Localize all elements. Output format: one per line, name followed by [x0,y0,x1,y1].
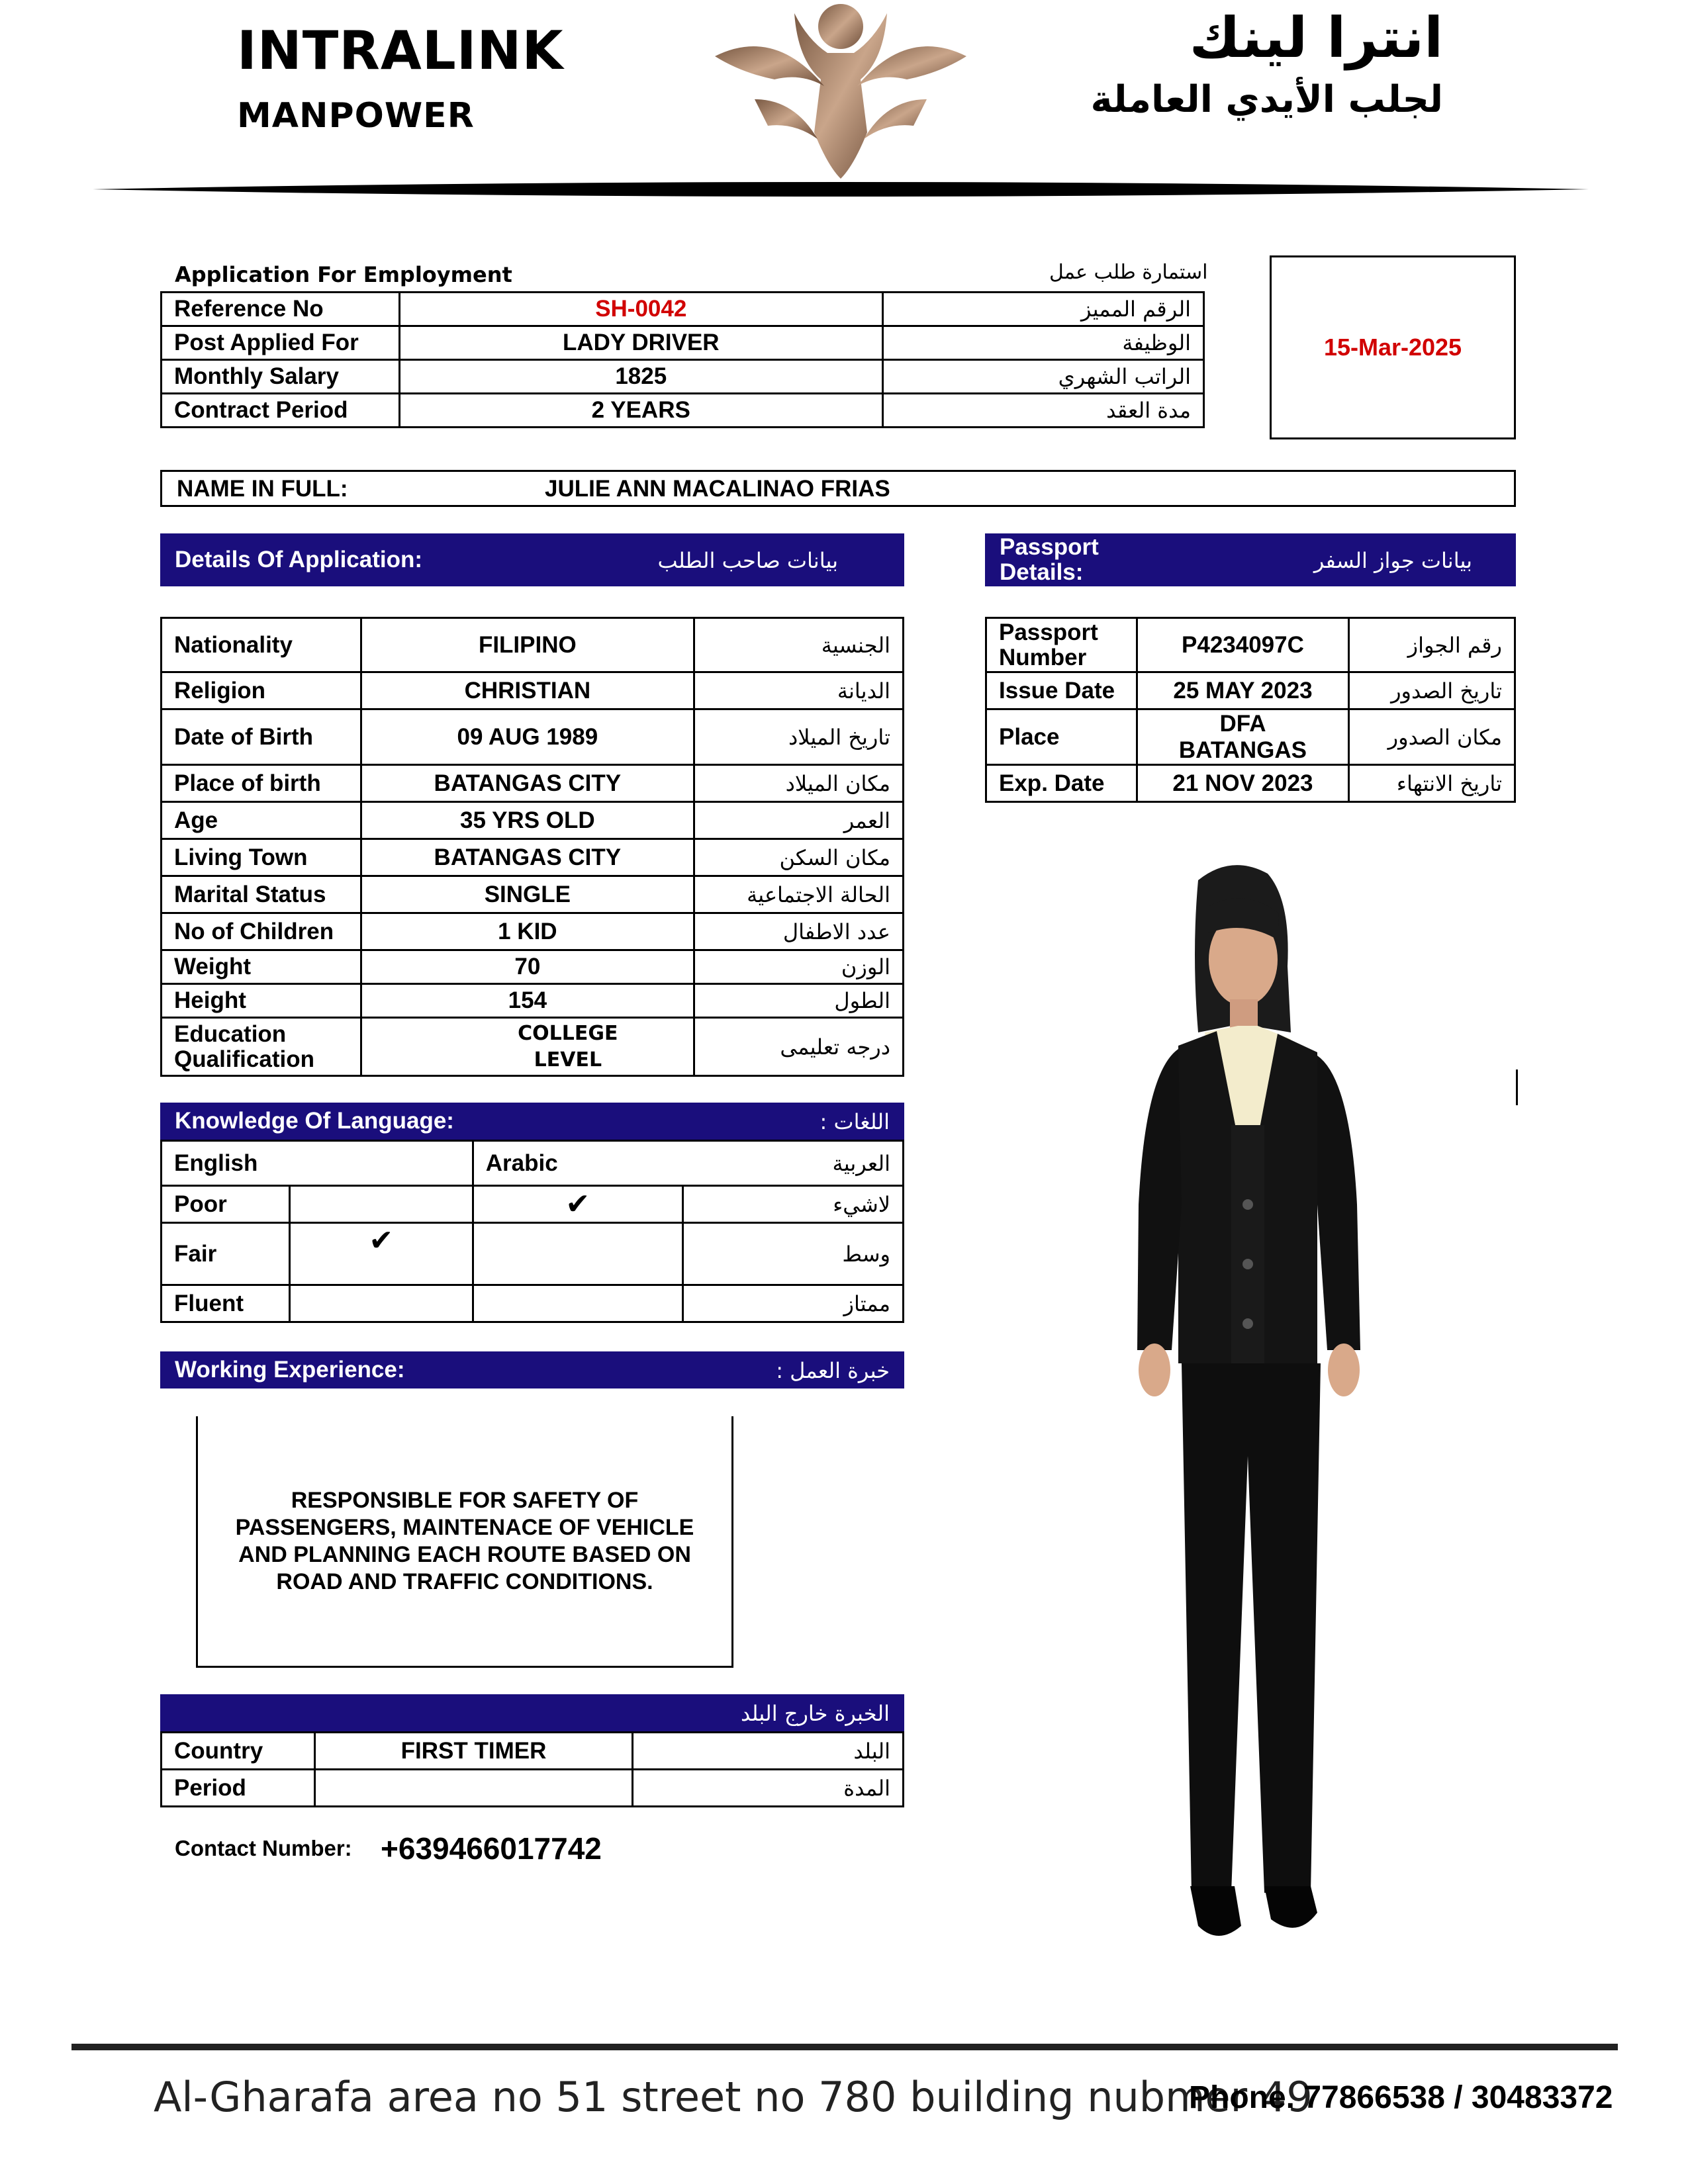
poor-label: Poor [162,1186,290,1223]
language-heading-bar [160,1103,904,1140]
education-label-line2: Qualification [174,1046,314,1072]
country-label-arabic: البلد [633,1733,904,1770]
fluent-label-arabic: ممتاز [682,1285,903,1322]
arabic-column-label: Arabic [473,1141,682,1186]
education-value-line1: COLLEGE [518,1021,618,1045]
period-label: Period [162,1770,315,1807]
salary-label: Monthly Salary [162,360,400,394]
brand-name: INTRALINK [237,20,564,81]
issue-date-label: Issue Date [986,672,1137,709]
passport-table [985,617,1516,803]
table-row [162,1018,904,1076]
nationality-label-arabic: الجنسية [694,618,904,672]
religion-label: Religion [162,672,361,709]
details-heading: Details Of Application: [175,547,423,572]
marital-status-value: SINGLE [361,876,694,913]
reference-label-arabic: الرقم المميز [882,293,1203,326]
details-table [160,617,904,1077]
experience-heading: Working Experience: [175,1357,405,1383]
text-cursor-mark [1516,1069,1518,1105]
education-label-arabic: درجه تعليمى [694,1018,904,1076]
passport-number-value: P4234097C [1137,618,1349,672]
english-fair-check: ✔ [289,1223,473,1285]
fair-label-arabic: وسط [682,1223,903,1285]
table-row [162,709,904,765]
table-row [162,765,904,802]
language-heading-arabic: اللغات : [820,1109,890,1134]
passport-number-label-line1: Passport [999,619,1098,645]
table-row [986,618,1515,672]
experience-heading-bar [160,1351,904,1388]
issue-place-label: Place [986,709,1137,765]
table-row [162,950,904,984]
children-value: 1 KID [361,913,694,950]
dob-label: Date of Birth [162,709,361,765]
height-label-arabic: الطول [694,984,904,1018]
experience-heading-arabic: خبرة العمل : [776,1358,890,1383]
contract-label-arabic: مدة العقد [882,394,1203,428]
poor-label-arabic: لاشيء [682,1186,903,1223]
post-label: Post Applied For [162,326,400,360]
experience-description: RESPONSIBLE FOR SAFETY OF PASSENGERS, MAINTENACE OF VEHICLE AND PLANNING EACH ROUTE BASED ON ROAD AND TRAFFIC CONDITIONS. [196,1416,733,1668]
religion-label-arabic: الديانة [694,672,904,709]
living-town-label: Living Town [162,839,361,876]
passport-number-label [986,618,1137,672]
details-heading-arabic: بيانات صاحب الطلب [657,548,838,573]
footer-phone: Phone. 77866538 / 30483372 [1189,2080,1613,2115]
contract-label: Contract Period [162,394,400,428]
passport-heading-arabic: بيانات جواز السفر [1313,548,1472,573]
passport-heading-line1: Passport [1000,534,1099,560]
table-row [162,802,904,839]
table-row [162,1186,904,1223]
nationality-value: FILIPINO [361,618,694,672]
arabic-column-label-arabic: العربية [682,1141,903,1186]
children-label: No of Children [162,913,361,950]
table-row [162,876,904,913]
table-row [986,765,1515,802]
english-fluent-check [289,1285,473,1322]
full-name-box [160,470,1516,507]
education-label [162,1018,361,1076]
salary-label-arabic: الراتب الشهري [882,360,1203,394]
details-heading-bar [160,533,904,586]
table-row [162,394,1204,428]
salary-value: 1825 [399,360,882,394]
abroad-table [160,1731,904,1807]
table-row [162,1223,904,1285]
fluent-label: Fluent [162,1285,290,1322]
table-row [162,618,904,672]
age-label-arabic: العمر [694,802,904,839]
contract-value: 2 YEARS [399,394,882,428]
abroad-heading-arabic: الخبرة خارج البلد [740,1701,890,1726]
table-row [162,839,904,876]
contact-number-value: +639466017742 [381,1831,602,1866]
birthplace-label-arabic: مكان الميلاد [694,765,904,802]
post-label-arabic: الوظيفة [882,326,1203,360]
table-row [162,360,1204,394]
reference-value: SH-0042 [399,293,882,326]
english-column-label: English [162,1141,473,1186]
english-poor-check [289,1186,473,1223]
language-table [160,1140,904,1323]
dob-label-arabic: تاريخ الميلاد [694,709,904,765]
arabic-fair-check [473,1223,682,1285]
table-row [162,1285,904,1322]
issue-place-value-line2: BATANGAS [1178,737,1307,763]
issue-date-label-arabic: تاريخ الصدور [1349,672,1515,709]
education-label-line1: Education [174,1021,287,1047]
weight-value: 70 [361,950,694,984]
issue-place-value-line1: DFA [1219,710,1266,737]
weight-label: Weight [162,950,361,984]
birthplace-value: BATANGAS CITY [361,765,694,802]
living-town-label-arabic: مكان السكن [694,839,904,876]
contact-number-label: Contact Number: [175,1836,352,1860]
passport-number-label-line2: Number [999,644,1087,670]
height-value: 154 [361,984,694,1018]
nationality-label: Nationality [162,618,361,672]
application-title-arabic: استمارة طلب عمل [1049,261,1208,284]
applicant-photo [1099,860,1430,1959]
passport-heading-bar [985,533,1516,586]
weight-label-arabic: الوزن [694,950,904,984]
issue-date-value: 25 MAY 2023 [1137,672,1349,709]
brand-subtitle: MANPOWER [237,96,475,136]
table-row [986,672,1515,709]
height-label: Height [162,984,361,1018]
period-label-arabic: المدة [633,1770,904,1807]
brand-subtitle-arabic: لجلب الأيدي العاملة [1090,78,1443,121]
application-table [160,291,1205,428]
arabic-fluent-check [473,1285,682,1322]
education-value-line2: LEVEL [534,1048,602,1071]
expiry-date-label: Exp. Date [986,765,1137,802]
footer-divider [71,2044,1618,2050]
footer-address: Al-Gharafa area no 51 street no 780 building nubmer 49 [154,2073,1313,2121]
table-row [162,293,1204,326]
passport-number-label-arabic: رقم الجواز [1349,618,1515,672]
issue-place-value [1137,709,1349,765]
passport-heading-line2: Details: [1000,559,1084,585]
header-divider [93,179,1589,200]
issue-place-label-arabic: مكان الصدور [1349,709,1515,765]
expiry-date-value: 21 NOV 2023 [1137,765,1349,802]
children-label-arabic: عدد الاطفال [694,913,904,950]
post-value: LADY DRIVER [399,326,882,360]
living-town-value: BATANGAS CITY [361,839,694,876]
period-value [314,1770,633,1807]
table-row [162,1733,904,1770]
expiry-date-label-arabic: تاريخ الانتهاء [1349,765,1515,802]
age-value: 35 YRS OLD [361,802,694,839]
application-title: Application For Employment [175,262,512,287]
country-value: FIRST TIMER [314,1733,633,1770]
religion-value: CHRISTIAN [361,672,694,709]
application-date: 15-Mar-2025 [1270,255,1516,439]
people-logo-icon [702,0,980,192]
passport-heading [1000,535,1099,585]
abroad-heading-bar [160,1694,904,1731]
full-name-label: NAME IN FULL: [177,476,348,502]
fair-label: Fair [162,1223,290,1285]
table-row [162,672,904,709]
brand-name-arabic: انترا لينك [1189,5,1443,70]
table-row [986,709,1515,765]
full-name-value: JULIE ANN MACALINAO FRIAS [545,476,890,502]
table-row [162,1141,904,1186]
marital-status-label-arabic: الحالة الاجتماعية [694,876,904,913]
language-heading: Knowledge Of Language: [175,1108,454,1134]
age-label: Age [162,802,361,839]
table-row [162,1770,904,1807]
birthplace-label: Place of birth [162,765,361,802]
country-label: Country [162,1733,315,1770]
marital-status-label: Marital Status [162,876,361,913]
reference-label: Reference No [162,293,400,326]
table-row [162,913,904,950]
table-row [162,984,904,1018]
table-row [162,326,1204,360]
dob-value: 09 AUG 1989 [361,709,694,765]
education-value [361,1018,694,1076]
arabic-poor-check: ✔ [473,1186,682,1223]
